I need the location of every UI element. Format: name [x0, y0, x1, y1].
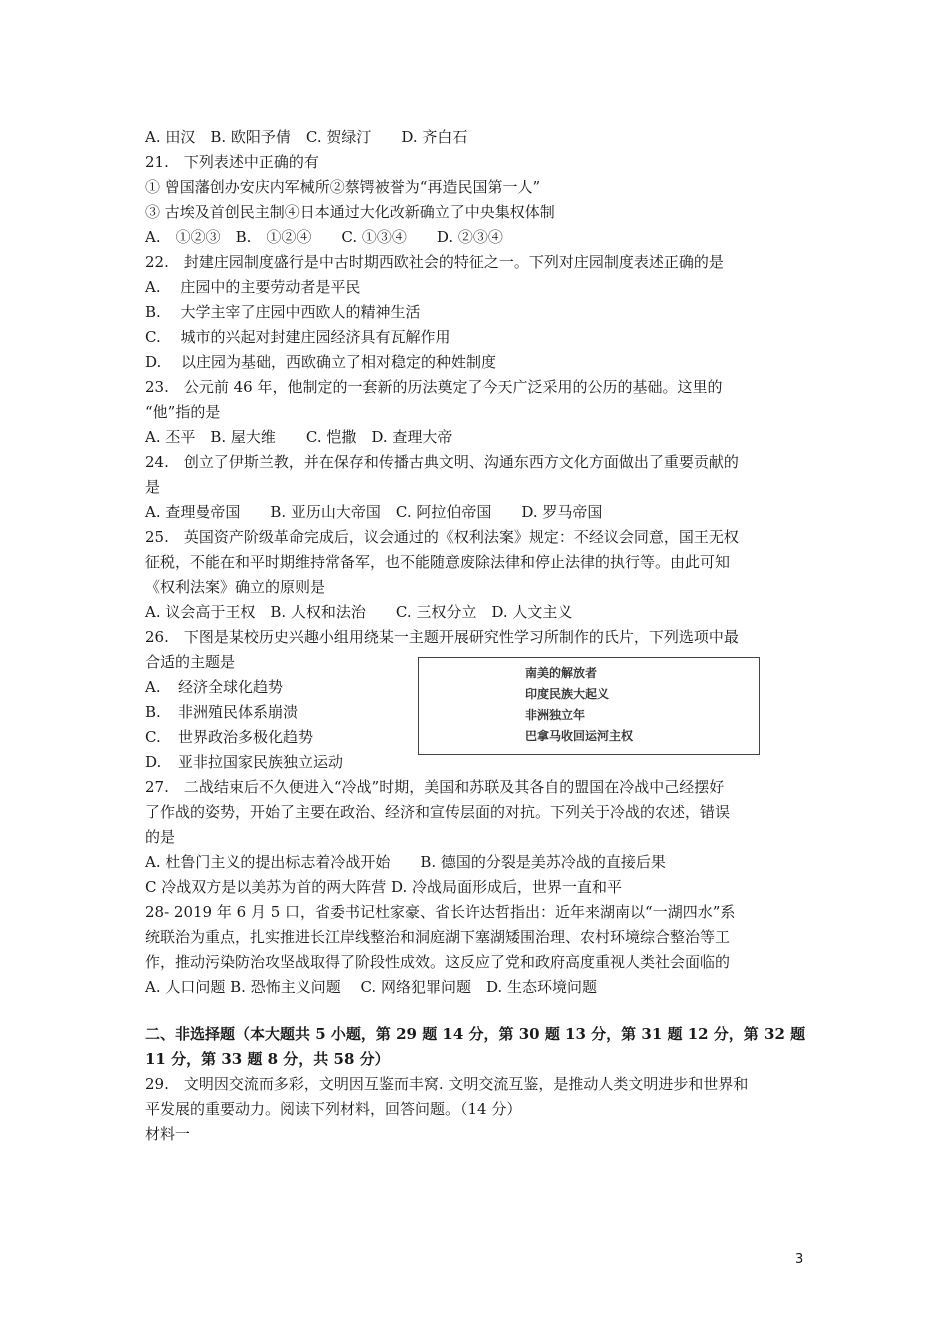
section-gap: [145, 1000, 810, 1022]
option-label: B.: [145, 703, 161, 721]
text-line: 21. 下列表述中正确的有: [145, 153, 319, 171]
text-line: 材料一: [145, 1125, 191, 1143]
text-line: 征税，不能在和平时期维持常备军，也不能随意废除法律和停止法律的执行等。由此可知: [145, 553, 731, 571]
questions-27-28: [145, 775, 810, 1000]
text-line: 24. 创立了伊斯兰教，并在保存和传播古典文明、沟通东西方文化方面做出了重要贡献的: [145, 453, 739, 471]
text-line: 28- 2019 年 6 月 5 口，省委书记杜家豪、省长许达哲指出：近年来湖南以“一湖四水”系: [145, 903, 736, 921]
option-text: 世界政治多极化趋势: [178, 728, 314, 746]
q26-picture-card: [418, 657, 760, 755]
text-line: A. 田汉 B. 欧阳予倩 C. 贺绿汀 D. 齐白石: [145, 128, 468, 146]
card-item: 巴拿马收回运河主权: [525, 729, 634, 743]
text-line: A. ①②③ B. ①②④ C. ①③④ D. ②③④: [145, 228, 503, 246]
text-line: A. 议会高于王权 B. 人权和法治 C. 三权分立 D. 人文主义: [145, 603, 573, 621]
option-label: D.: [145, 753, 162, 771]
text-line: 二、非选择题（本大题共 5 小题，第 29 题 14 分，第 30 题 13 分，第 31 题 12 分，第 32 题: [145, 1025, 806, 1043]
text-line: 26. 下图是某校历史兴趣小组用绕某一主题开展研究性学习所制作的氏片，下列选项中最: [145, 628, 739, 646]
text-line: A. 杜鲁门主义的提出标志着冷战开始 B. 德国的分裂是美苏冷战的直接后果: [145, 853, 666, 871]
text-line: 合适的主题是: [145, 653, 236, 671]
text-line: A. 查理曼帝国 B. 亚历山大帝国 C. 阿拉伯帝国 D. 罗马帝国: [145, 503, 603, 521]
text-line: 作，推动污染防治攻坚战取得了阶段性成效。这反应了党和政府高度重视人类社会面临的: [145, 953, 731, 971]
text-line: 了作战的姿势，开始了主要在政治、经济和宣传层面的对抗。下列关于冷战的农述，错误: [145, 803, 731, 821]
text-line: A. 丕平 B. 屋大维 C. 恺撒 D. 查理大帝: [145, 428, 453, 446]
text-line: “他”指的是: [145, 403, 221, 421]
text-line: A. 庄园中的主要劳动者是平民: [145, 278, 361, 296]
text-line: D. 以庄园为基础，西欧确立了相对稳定的种姓制度: [145, 353, 497, 371]
text-line: 23. 公元前 46 年，他制定的一套新的历法奠定了今天广泛采用的公历的基础。这里的: [145, 378, 723, 396]
text-line: 29. 文明因交流而多彩，文明因互鉴而丰窝. 文明交流互鉴，是推动人类文明进步和世界和: [145, 1075, 749, 1093]
page-number: 3: [795, 1252, 804, 1267]
questions-20-26: [145, 125, 810, 675]
option-text: 经济全球化趋势: [178, 678, 284, 696]
question-29: [145, 1072, 810, 1147]
page-content: [145, 125, 810, 1147]
text-line: ③ 古埃及首创民主制④日本通过大化改新确立了中央集权体制: [145, 203, 555, 221]
card-item: 非洲独立年: [525, 708, 586, 722]
text-line: 统联治为重点，扎实推进长江岸线整治和洞庭湖下塞湖矮围治理、农村环境综合整治等工: [145, 928, 731, 946]
option-label: C.: [145, 728, 161, 746]
text-line: 平发展的重要动力。阅读下列材料，回答问题。（14 分）: [145, 1100, 522, 1118]
option-label: A.: [145, 678, 161, 696]
text-line: 25. 英国资产阶级革命完成后，议会通过的《权利法案》规定：不经议会同意，国王无权: [145, 528, 739, 546]
section-two-heading: [145, 1022, 810, 1072]
option-text: 非洲殖民体系崩溃: [178, 703, 299, 721]
text-line: C. 城市的兴起对封建庄园经济具有瓦解作用: [145, 328, 451, 346]
text-line: 11 分，第 33 题 8 分，共 58 分）: [145, 1050, 390, 1068]
text-line: 的是: [145, 828, 176, 846]
text-line: 22. 封建庄园制度盛行是中古时期西欧社会的特征之一。下列对庄园制度表述正确的是: [145, 253, 724, 271]
text-line: 《权利法案》确立的原则是: [145, 578, 326, 596]
text-line: C 冷战双方是以美苏为首的两大阵营 D. 冷战局面形成后，世界一直和平: [145, 878, 623, 896]
card-item: 印度民族大起义: [525, 687, 610, 701]
option-text: 亚非拉国家民族独立运动: [178, 753, 344, 771]
text-line: B. 大学主宰了庄园中西欧人的精神生活: [145, 303, 421, 321]
text-line: 是: [145, 478, 161, 496]
text-line: A. 人口问题 B. 恐怖主义问题 C. 网络犯罪问题 D. 生态环境问题: [145, 978, 597, 996]
card-item: 南美的解放者: [525, 666, 598, 680]
text-line: ① 曾国藩创办安庆内军械所②蔡锷被誉为“再造民国第一人”: [145, 178, 541, 196]
text-line: 27. 二战结束后不久便进入“冷战”时期，美国和苏联及其各自的盟国在冷战中己经摆好: [145, 778, 725, 796]
